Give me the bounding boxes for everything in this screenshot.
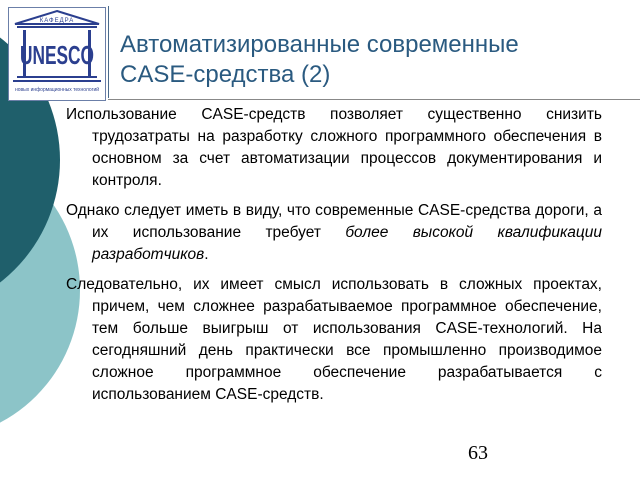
paragraph-1 <box>66 104 602 192</box>
paragraph-3-text: Следовательно, их имеет смысл использовать в сложных проектах, причем, чем сложнее разрабатываемое программное обеспечение, тем больше выигрыш от использования CASE-технологий. На сегодняшний день практически все промышленно производимое сложное программное обеспечение разрабатывается с использованием CASE-средств. <box>66 276 602 403</box>
page-number: 63 <box>468 442 488 464</box>
header-horizontal-divider <box>108 99 640 100</box>
logo-top-text: КАФЕДРА <box>39 18 75 24</box>
paragraph-2-text: Однако следует иметь в виду, что современные CASE-средства дороги, а их использование требует <box>66 202 602 241</box>
logo-bottom-text: новых информационных технологий <box>15 87 100 93</box>
slide-body <box>66 104 602 414</box>
slide-title <box>120 30 620 90</box>
paragraph-2 <box>66 200 602 266</box>
paragraph-2-emphasis: более высокой квалификации разработчиков <box>92 224 602 263</box>
paragraph-2-tail: . <box>204 246 209 263</box>
paragraph-3 <box>66 274 602 406</box>
slide-title-line1: Автоматизированные современные <box>120 31 519 58</box>
header-vertical-divider <box>108 6 109 98</box>
paragraph-1-text: Использование CASE-средств позволяет существенно снизить трудозатраты на разработку сложного программного обеспечения в основном за счет автоматизации процессов документирования и контроля. <box>66 106 602 189</box>
unesco-logo <box>8 7 106 101</box>
logo-brand-text: UNESCO <box>20 40 94 70</box>
slide-title-line2: CASE-средства (2) <box>120 61 331 88</box>
